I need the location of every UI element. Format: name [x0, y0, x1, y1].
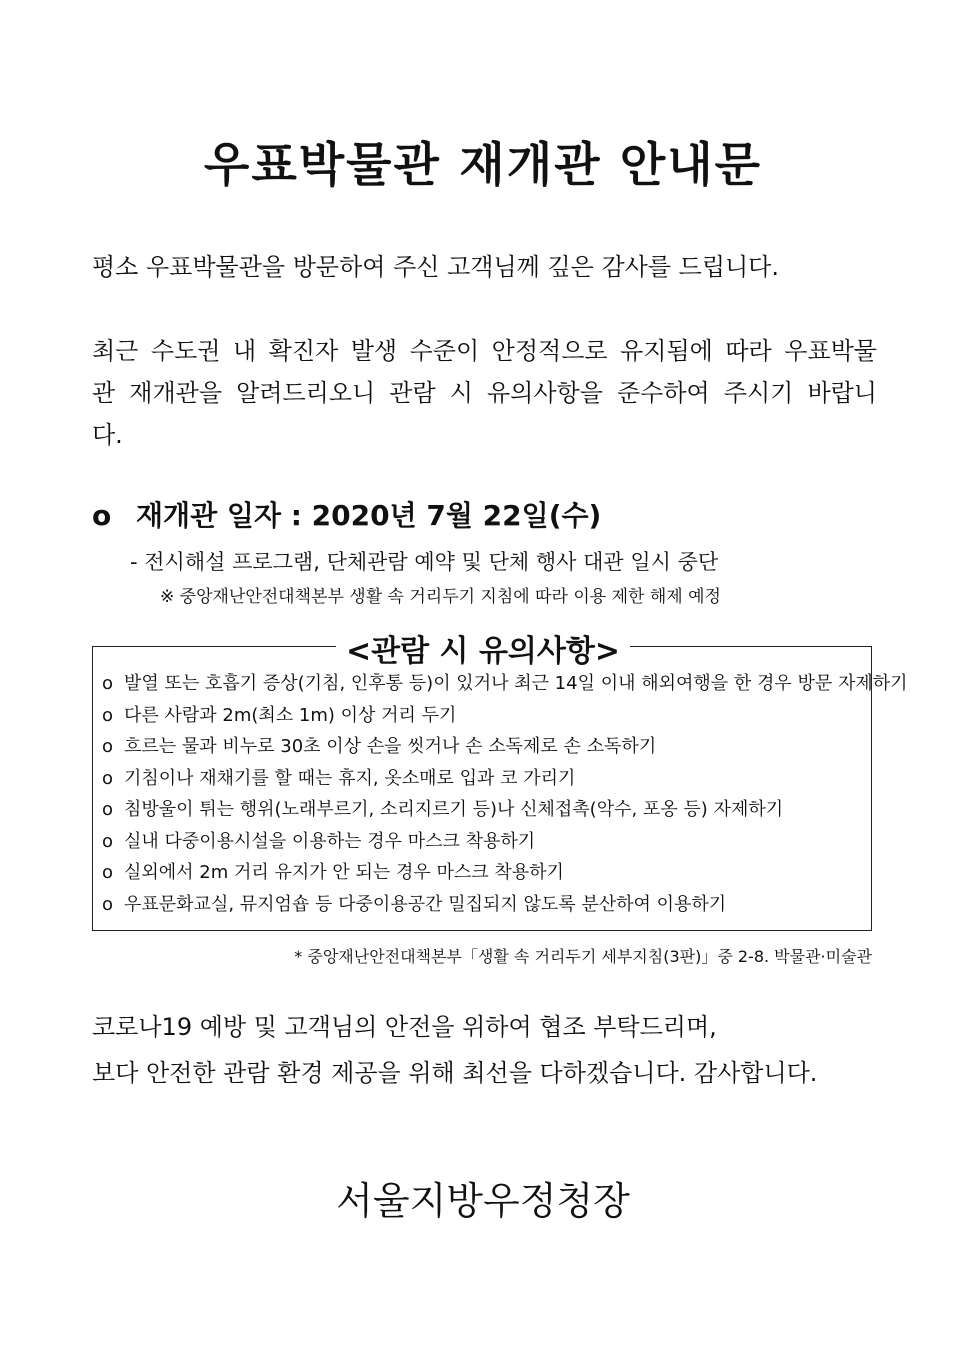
reopen-date-heading	[92, 494, 601, 534]
list-item	[102, 794, 908, 826]
greeting-text: 평소 우표박물관을 방문하여 주신 고객님께 깊은 감사를 드립니다.	[92, 253, 779, 281]
precautions-reference: * 중앙재난안전대책본부「생활 속 거리두기 세부지침(3판)」중 2-8. 박물관·미술관	[294, 947, 872, 966]
list-item-text: 침방울이 튀는 행위(노래부르기, 소리지르기 등)나 신체접촉(악수, 포옹 등) 자제하기	[124, 799, 784, 820]
list-item-text: 실외에서 2m 거리 유지가 안 되는 경우 마스크 착용하기	[124, 862, 564, 883]
bullet-circle: o	[102, 736, 114, 757]
intro-paragraph: 최근 수도권 내 확진자 발생 수준이 안정적으로 유지됨에 따라 우표박물관 재개관을 알려드리오니 관람 시 유의사항을 준수하여 주시기 바랍니다.	[92, 337, 877, 449]
bullet-circle: o	[102, 799, 114, 820]
bullet-circle: o	[102, 862, 114, 883]
reopen-date-label: 재개관 일자 : 2020년 7월 22일(수)	[136, 499, 602, 532]
precautions-title: <관람 시 유의사항>	[336, 634, 630, 669]
list-item	[102, 889, 908, 921]
list-item	[102, 857, 908, 889]
bullet-circle: o	[92, 499, 112, 532]
precautions-title-wrap	[0, 626, 966, 670]
list-item-text: 다른 사람과 2m(최소 1m) 이상 거리 두기	[124, 704, 457, 726]
closing-line: 보다 안전한 관람 환경 제공을 위해 최선을 다하겠습니다. 감사합니다.	[92, 1059, 818, 1087]
list-item-text: 발열 또는 호흡기 증상(기침, 인후통 등)이 있거나 최근 14일 이내 해외여행을 한 경우 방문 자제하기	[124, 673, 908, 694]
list-item-text: 실내 다중이용시설을 이용하는 경우 마스크 착용하기	[124, 830, 536, 852]
list-item	[102, 826, 908, 858]
bullet-circle: o	[102, 673, 114, 694]
list-item	[102, 700, 908, 732]
page-title: 우표박물관 재개관 안내문	[203, 138, 763, 193]
closing-paragraph	[92, 1004, 817, 1096]
list-item	[102, 731, 908, 763]
signature: 서울지방우정청장	[336, 1179, 630, 1223]
bullet-circle: o	[102, 830, 114, 852]
reopen-detail: - 전시해설 프로그램, 단체관람 예약 및 단체 행사 대관 일시 중단	[130, 550, 719, 574]
precautions-list	[102, 668, 908, 920]
list-item	[102, 668, 908, 700]
bullet-circle: o	[102, 704, 114, 726]
closing-line: 코로나19 예방 및 고객님의 안전을 위하여 협조 부탁드리며,	[92, 1013, 717, 1041]
list-item	[102, 763, 908, 795]
list-item-text: 우표문화교실, 뮤지엄숍 등 다중이용공간 밀집되지 않도록 분산하여 이용하기	[124, 893, 727, 915]
bullet-circle: o	[102, 893, 114, 915]
list-item-text: 흐르는 물과 비누로 30초 이상 손을 씻거나 손 소독제로 손 소독하기	[124, 736, 657, 757]
bullet-circle: o	[102, 767, 114, 789]
reopen-note: ※ 중앙재난안전대책본부 생활 속 거리두기 지침에 따라 이용 제한 해제 예정	[160, 587, 721, 607]
list-item-text: 기침이나 재채기를 할 때는 휴지, 옷소매로 입과 코 가리기	[124, 767, 576, 789]
